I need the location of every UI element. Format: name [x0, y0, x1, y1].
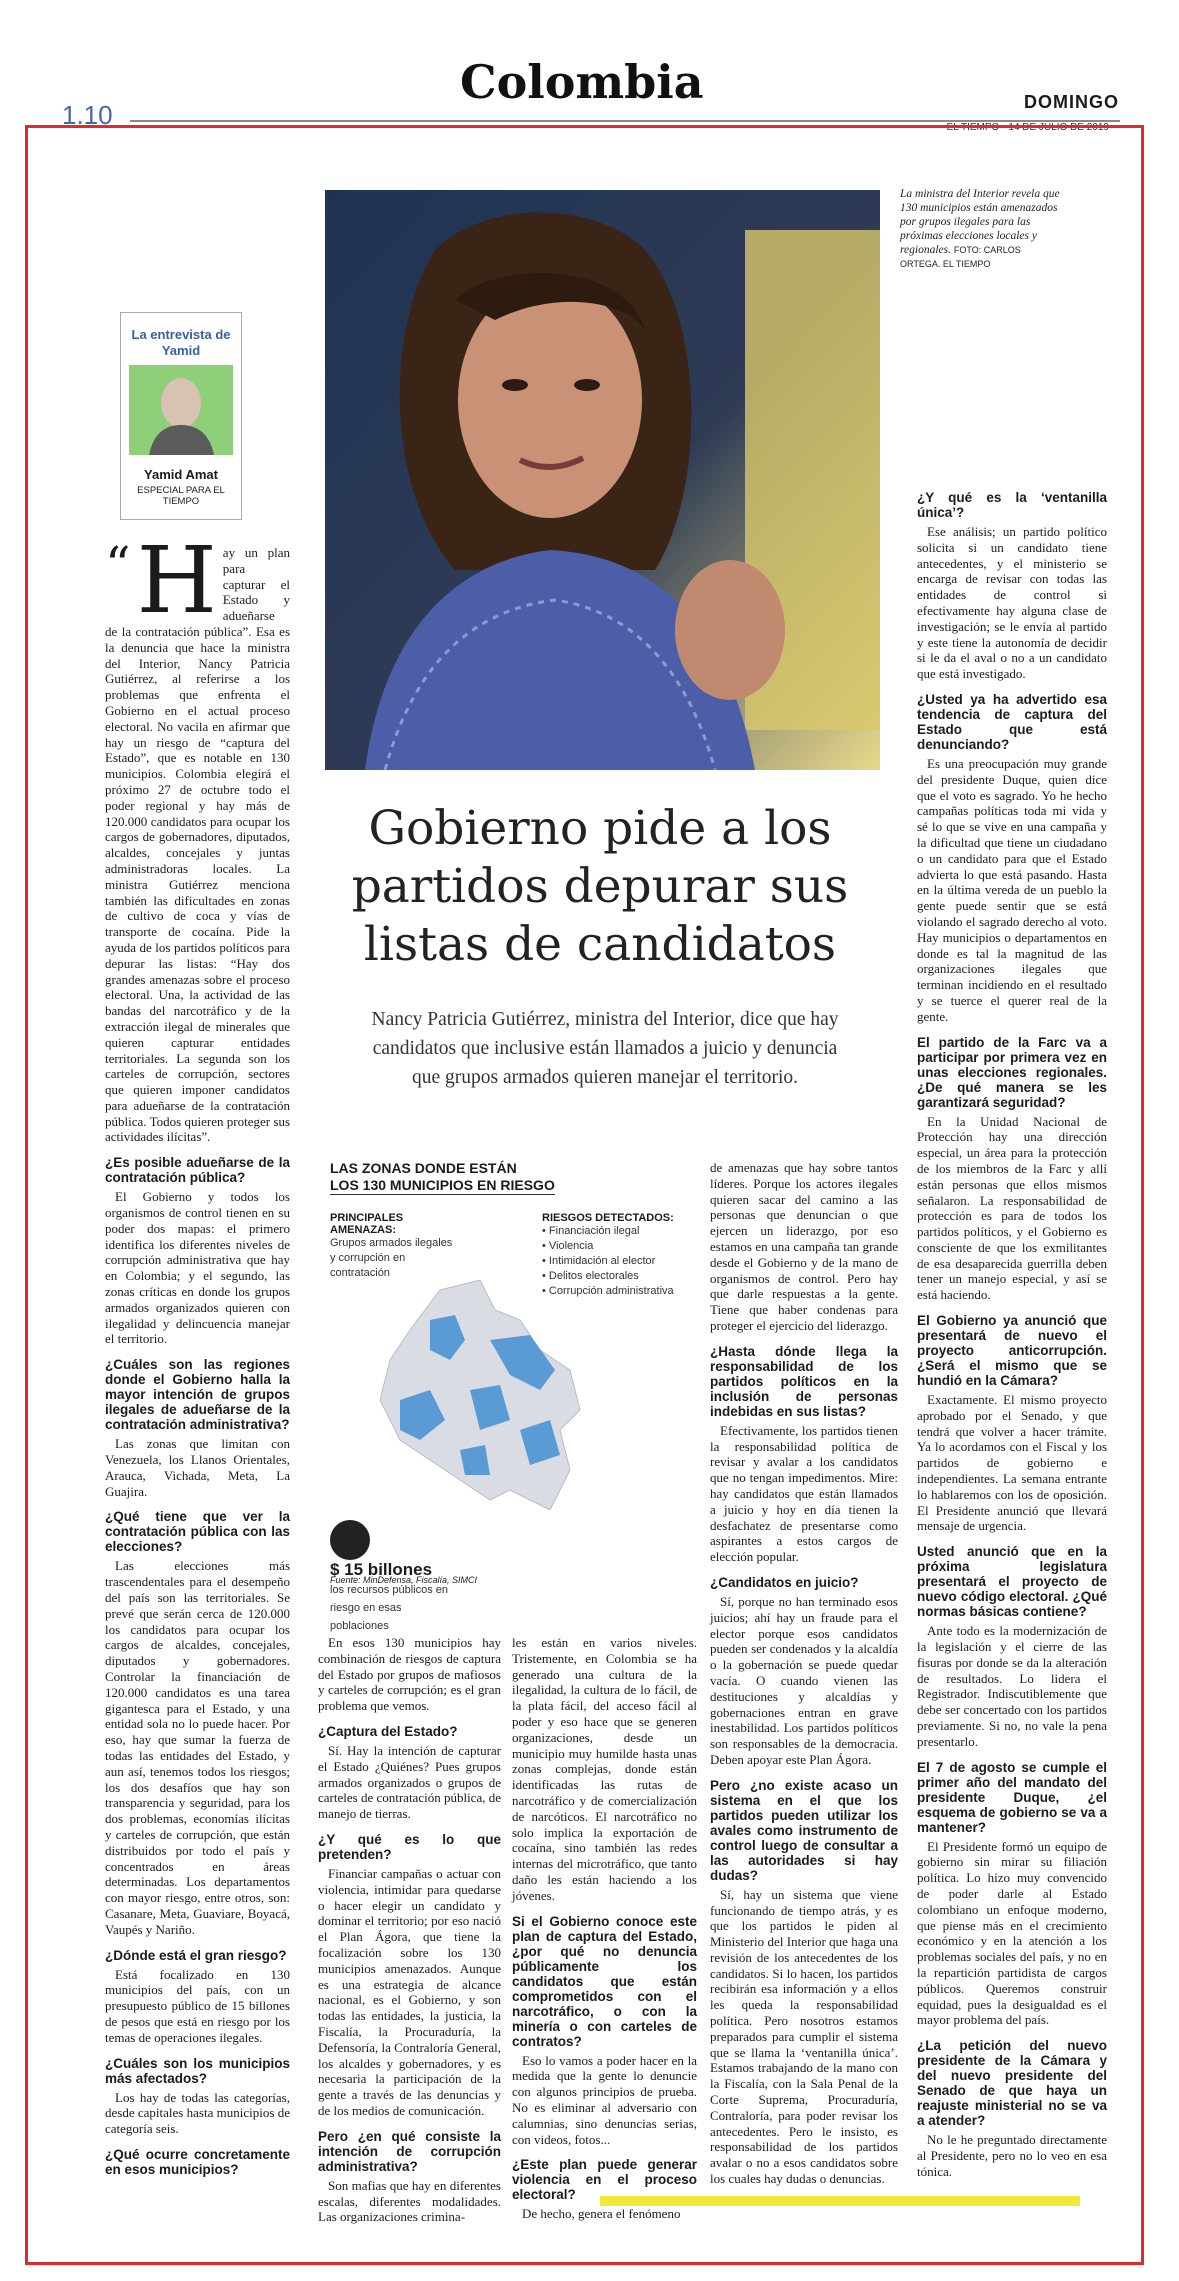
- answer: El Gobierno y todos los organismos de control tienen en su poder dos mapas: el primero identifica los diferentes niveles de corrupción administrativa que hay en Colombia; y el segundo, las zonas críticas en donde los grupos armados organizados quieren con ilegalidad y delincuencia manejar el territorio.: [105, 1189, 290, 1347]
- risk-item: • Delitos electorales: [542, 1270, 639, 1282]
- answer: Efectivamente, los partidos tienen la responsabilidad política de revisar y avalar a los candidatos que no tengan impedimentos. Mire: hay candidatos que están llamados a juicio y hoy en día tienen la desfachatez de presentarse como aspirantes a estos cargos de elección popular.: [710, 1422, 898, 1565]
- answer: Eso lo vamos a poder hacer en la medida que la gente lo denuncie con algunos principios de prueba. No es eliminar al adversario con calumnias, sino denuncias serias, con videos, fotos...: [512, 2052, 697, 2147]
- money-icon: [330, 1520, 370, 1560]
- photo-caption: [900, 187, 1060, 271]
- author-portrait: [129, 365, 233, 455]
- dateline: EL TIEMPO • 14 DE JULIO DE 2019: [946, 122, 1109, 133]
- headline: Gobierno pide a los partidos depurar sus listas de candidatos: [351, 801, 849, 972]
- portrait-illustration: [325, 190, 880, 770]
- question: ¿Y qué es lo que pretenden?: [318, 1831, 501, 1862]
- interview-box-title: La entrevista de Yamid: [131, 327, 231, 358]
- question: ¿Qué tiene que ver la contratación pública con las elecciones?: [105, 1509, 290, 1555]
- risk-item: • Corrupción administrativa: [542, 1285, 674, 1297]
- answer: Es una preocupación muy grande del presidente Duque, quien dice que el voto es sagrado. Yo he hecho campañas políticas toda mi vida y sé lo que se vive en una campaña y la dificultad que tiene un ciudadano o un candidato para que el Estado advierta lo que está pasando. Hasta en la última vereda de un pueblo la gente puede sentir que se está violando el sagrado derecho al voto. Hay municipios o departamentos en donde es tal la magnitud de las organizaciones ilegales que terminan incidiendo en el resultado y se tuerce el querer real de la gente.: [917, 755, 1107, 1024]
- map-title-line1: LAS ZONAS DONDE ESTÁN: [330, 1160, 517, 1176]
- question: El partido de la Farc va a participar por primera vez en unas elecciones regionales. ¿De qué manera se les garantizará seguridad?: [917, 1034, 1107, 1110]
- answer: Ante todo es la modernización de la legislación y el cierre de las fisuras por donde se da la alteración de resultados. Lo lidera el Registrador. Indiscutiblemente que debe ser concertado con los partidos previamente. Si no, no vale la pena presentarlo.: [917, 1623, 1107, 1749]
- map-source: Fuente: MinDefensa, Fiscalía, SIMCI: [330, 1575, 478, 1585]
- answer: Los hay de todas las categorías, desde capitales hasta municipios de categoría seis.: [105, 2089, 290, 2137]
- author-name: Yamid Amat: [144, 467, 218, 482]
- question: ¿Y qué es la ‘ventanilla única’?: [917, 490, 1107, 520]
- question: Pero ¿no existe acaso un sistema en el que los partidos pueden utilizar los avales como instrumento de control luego de consultar a las autoridades si hay dudas?: [710, 1777, 898, 1883]
- column-2: [318, 1635, 501, 2231]
- column-3: [512, 1635, 697, 2228]
- question: ¿Es posible adueñarse de la contratación pública?: [105, 1155, 290, 1186]
- question: Si el Gobierno conoce este plan de captura del Estado, ¿por qué no denuncia públicamente los candidatos que están comprometidos con el narcotráfico, o con la minería o con carteles de contratos?: [512, 1913, 697, 2049]
- answer: En la Unidad Nacional de Protección hay una dirección especial, un área para la protección de los miembros de la Farc y allí están personas que ellos mismos señalaron. La responsabilidad de protección es para de todos los partidos políticos, y el Gobierno es consciente de que los exmilitantes de esa desaparecida guerrilla deben tener un manejo especial, y así se está haciendo.: [917, 1113, 1107, 1303]
- answer: Sí, porque no han terminado esos juicios; ahí hay un fraude para el elector porque esos candidatos pueden ser condenados y la alcaldía o la gobernación se puede quedar vacía. O cuando vienen las destituciones y alcaldías y gobernaciones entran en grave inestabilidad. Los partidos políticos son responsables de la democracia. Deben apoyar este Plan Ágora.: [710, 1593, 898, 1767]
- question: ¿Hasta dónde llega la responsabilidad de los partidos políticos en la inclusión de personas indebidas en sus listas?: [710, 1343, 898, 1419]
- answer: Las elecciones más trascendentales para el desempeño del país son las territoriales. Se prevé que serán cerca de 120.000 los candidatos para ocupar los cargos de alcaldes, concejales, diputados y gobernadores. Controlar la financiación de 120.000 candidatos es una tarea gigantesca para el Estado, y una entidad sola no lo puede hacer. Por eso, hay que sumar la fuerza de todas las entidades del Estado, y aun así, tenemos todos los riesgos; los dos desafíos que hay son transparencia y seguridad, para los dos problemas, economías ilícitas y carteles de corrupción, que están distribuidos por todo el país y concentrados en áreas determinadas. Los departamentos con mayor riesgo, entre otros, son: Casanare, Meta, Guaviare, Boyacá, Vaupés y Nariño.: [105, 1558, 290, 1937]
- column-1: [105, 527, 290, 2181]
- risk-item: • Financiación ilegal: [542, 1225, 640, 1237]
- answer: Sí. Hay la intención de capturar el Estado ¿Quiénes? Pues grupos armados organizados o grupos de carteles de contratación pública, de manejo de tierras.: [318, 1742, 501, 1822]
- page-number: 1.10: [62, 100, 113, 130]
- answer: Son mafias que hay en diferentes escalas, diferentes modalidades. Las organizaciones crimina-: [318, 2177, 501, 2225]
- question: El Gobierno ya anunció que presentará de nuevo el proyecto anticorrupción. ¿Será el mismo que se hundió en la Cámara?: [917, 1313, 1107, 1389]
- lead-paragraph: ay un plan para capturar el Estado y adueñarse de la contratación pública”. Esa es la denuncia que hace la ministra del Interior, Nancy Patricia Gutiérrez, al referirse a los problemas que enfrenta el Gobierno en el actual proceso electoral. No vacila en afirmar que hay un riesgo de “captura del Estado”, que es notable en 130 municipios. Colombia elegirá el próximo 27 de octubre todo el poder regional y hay más de 120.000 candidatos para ocupar los cargos de gobernadores, diputados, alcaldes, concejales y juntas administradoras locales. La ministra Gutiérrez menciona también las dificultades en zonas de cultivo de coca y vías de transporte de cocaína. Pide la ayuda de los partidos políticos para depurar las listas: “Hay dos grandes amenazas sobre el proceso electoral. Una, la actividad de las bandas del narcotráfico y de la extracción ilegal de minerales que quieren capturar entidades territoriales. La segunda son los carteles de corrupción, sectores que quieren imponer candidatos para adueñarse de la contratación pública. Todos quieren proteger sus actividades ilícitas”.: [105, 545, 290, 1145]
- answer: Las zonas que limitan con Venezuela, los Llanos Orientales, Arauca, Vichada, Meta, La Guajira.: [105, 1436, 290, 1499]
- photo-credit: FOTO: CARLOS ORTEGA. EL TIEMPO: [900, 245, 1021, 269]
- answer: Exactamente. El mismo proyecto aprobado por el Senado, y que tendrá que volver a hacer trámite. Ya lo acordamos con el Fiscal y los partidos de gobierno e independientes. La semana entrante lo hablaremos con los de oposición. El Presidente anunció que llevará mensaje de urgencia.: [917, 1392, 1107, 1534]
- opening-quote: “: [105, 536, 131, 594]
- answer: El Presidente formó un equipo de gobierno sin mirar su filiación política. Lo hizo muy convencido de poder darle al Estado colombiano un enfoque moderno, que piense más en el crecimiento económico y en la atención a los problemas sociales del país, y no en la repartición partidista de cargos públicos. Queremos construir equidad, pues la desigualdad es el mayor problema del país.: [917, 1838, 1107, 2028]
- column-5: [917, 490, 1107, 2186]
- amount-value: $ 15 billones: [330, 1560, 433, 1579]
- question: ¿Dónde está el gran riesgo?: [105, 1947, 287, 1963]
- deck: Nancy Patricia Gutiérrez, ministra del Interior, dice que hay candidatos que inclusive están llamados a juicio y denuncia que grupos armados quieren manejar el territorio.: [371, 1009, 839, 1088]
- answer: Financiar campañas o actuar con violencia, intimidar para quedarse o hacer elegir un candidato y dominar el territorio; por eso nació el Plan Ágora, que tiene la focalización sobre los 130 municipios amenazados. Aunque es una estrategia de alcance nacional, es el Gobierno, y son todas las entidades, la justicia, la Fiscalía, la Procuraduría, la Defensoría, la Contraloría General, los alcaldes y gobernadores, y es necesaria la participación de la gente a través de las denuncias y de los medios de comunicación.: [318, 1865, 502, 2118]
- question: ¿Candidatos en juicio?: [710, 1574, 859, 1590]
- map-title-line2: LOS 130 MUNICIPIOS EN RIESGO: [330, 1177, 555, 1193]
- answer: les están en varios niveles. Tristemente, en Colombia se ha generado una cultura de la ilegalidad, la cultura de lo fácil, de la plata fácil, del acceso fácil al poder y eso hace que se generen organizaciones, desde un municipio muy humilde hasta unas zonas complejas, donde están identificadas las rutas de narcotráfico y de comercialización de narcóticos. El narcotráfico no solo implica la exportación de cocaína, sino también las redes internas del microtráfico, que tanto daño les están haciendo a los jóvenes.: [512, 1635, 697, 1903]
- risks-title: RIESGOS DETECTADOS:: [542, 1212, 674, 1224]
- caption-text: La ministra del Interior revela que 130 municipios están amenazados por grupos ilegales para las próximas elecciones locales y regionales.: [900, 188, 1060, 256]
- colombia-map: [370, 1280, 600, 1510]
- answer: de amenazas que hay sobre tantos líderes. Porque los actores ilegales quieren sacar del camino a las personas que denuncian o que ejercen un liderazgo, por eso estamos en una campaña tan grande desde el Gobierno y de la mano de organismos de control. Pero hay que darle respuestas a la gente. Tiene que haber condenas para proteger el ejercicio del liderazgo.: [710, 1160, 898, 1333]
- question: ¿Captura del Estado?: [318, 1723, 458, 1739]
- answer: Está focalizado en 130 municipios del país, con un presupuesto público de 15 billones de pesos que está en riesgo por los temas de operaciones ilegales.: [105, 1966, 290, 2045]
- question: ¿Cuáles son los municipios más afectados?: [105, 2055, 290, 2086]
- author-role: ESPECIAL PARA EL TIEMPO: [137, 485, 225, 507]
- interview-box: [120, 312, 242, 520]
- question: Usted anunció que en la próxima legislatura presentará el proyecto de nuevo código electoral. ¿Qué normas básicas contiene?: [917, 1544, 1107, 1620]
- question: ¿Cuáles son las regiones donde el Gobierno halla la mayor intención de grupos ilegales de adueñarse de la contratación administrativa?: [105, 1357, 290, 1433]
- author-illustration: [129, 365, 233, 455]
- answer: No le he preguntado directamente al Presidente, pero no lo veo en esa tónica.: [917, 2132, 1107, 2179]
- risk-item: • Intimidación al elector: [542, 1255, 656, 1267]
- weekday-label: DOMINGO: [1024, 92, 1119, 112]
- map-title: [330, 1160, 555, 1195]
- question: El 7 de agosto se cumple el primer año del mandato del presidente Duque, ¿el esquema de gobierno se va a mantener?: [917, 1759, 1107, 1835]
- question: Pero ¿en qué consiste la intención de corrupción administrativa?: [318, 2128, 501, 2174]
- drop-cap: H: [136, 527, 217, 634]
- amount-text: los recursos públicos en riesgo en esas poblaciones: [330, 1584, 449, 1632]
- question: ¿Usted ya ha advertido esa tendencia de captura del Estado que está denunciando?: [917, 691, 1107, 752]
- question: ¿Este plan puede generar violencia en el proceso electoral?: [512, 2157, 697, 2203]
- threats-text: Grupos armados ilegales y corrupción en contratación: [330, 1237, 453, 1279]
- answer: Ese análisis; un partido político solicita si un candidato tiene antecedentes, y el ministerio se encarga de revisar con todas las entidades de control si efectivamente hay alguna clase de investigación; se le envía al partido y este tiene la autonomía de decidir si le da el aval o no a un candidato que está investigado.: [917, 524, 1107, 682]
- risk-map-infographic: [330, 1160, 690, 1632]
- answer: En esos 130 municipios hay combinación de riesgos de captura del Estado por grupos de mafiosos y carteles de corrupción; es el gran problema que vemos.: [318, 1635, 501, 1714]
- threats-title: PRINCIPALES AMENAZAS:: [330, 1212, 404, 1236]
- answer: Sí, hay un sistema que viene funcionando de tiempo atrás, y es que los partidos le piden al Ministerio del Interior que haga una revisión de los antecedentes de los candidatos. Si lo hacen, los partidos recibirán esa información y a ellos les queda la responsabilidad política. Pero nosotros estamos preparados para cumplir el sistema que se llama la ‘ventanilla única’. Estamos trabajando de la mano con la Fiscalía, con la Sala Penal de la Corte Suprema, Procuraduría, Contraloría, para poder revisar los antecedentes. Pero le insisto, es responsabilidad de los partidos avalar o no a esos candidatos sobre los cuales hay dudas o denuncias.: [710, 1886, 898, 2187]
- section-title: Colombia: [460, 55, 704, 109]
- column-4: [710, 1160, 898, 2193]
- highlight-strip: [600, 2196, 1080, 2206]
- question: ¿Qué ocurre concretamente en esos municipios?: [105, 2146, 290, 2177]
- minister-photo: [325, 190, 880, 770]
- answer: De hecho, genera el fenómeno: [522, 2206, 681, 2222]
- risk-item: • Violencia: [542, 1240, 594, 1252]
- question: ¿La petición del nuevo presidente de la Cámara y del nuevo presidente del Senado de que haya un reajuste ministerial no se va a atender?: [917, 2038, 1107, 2129]
